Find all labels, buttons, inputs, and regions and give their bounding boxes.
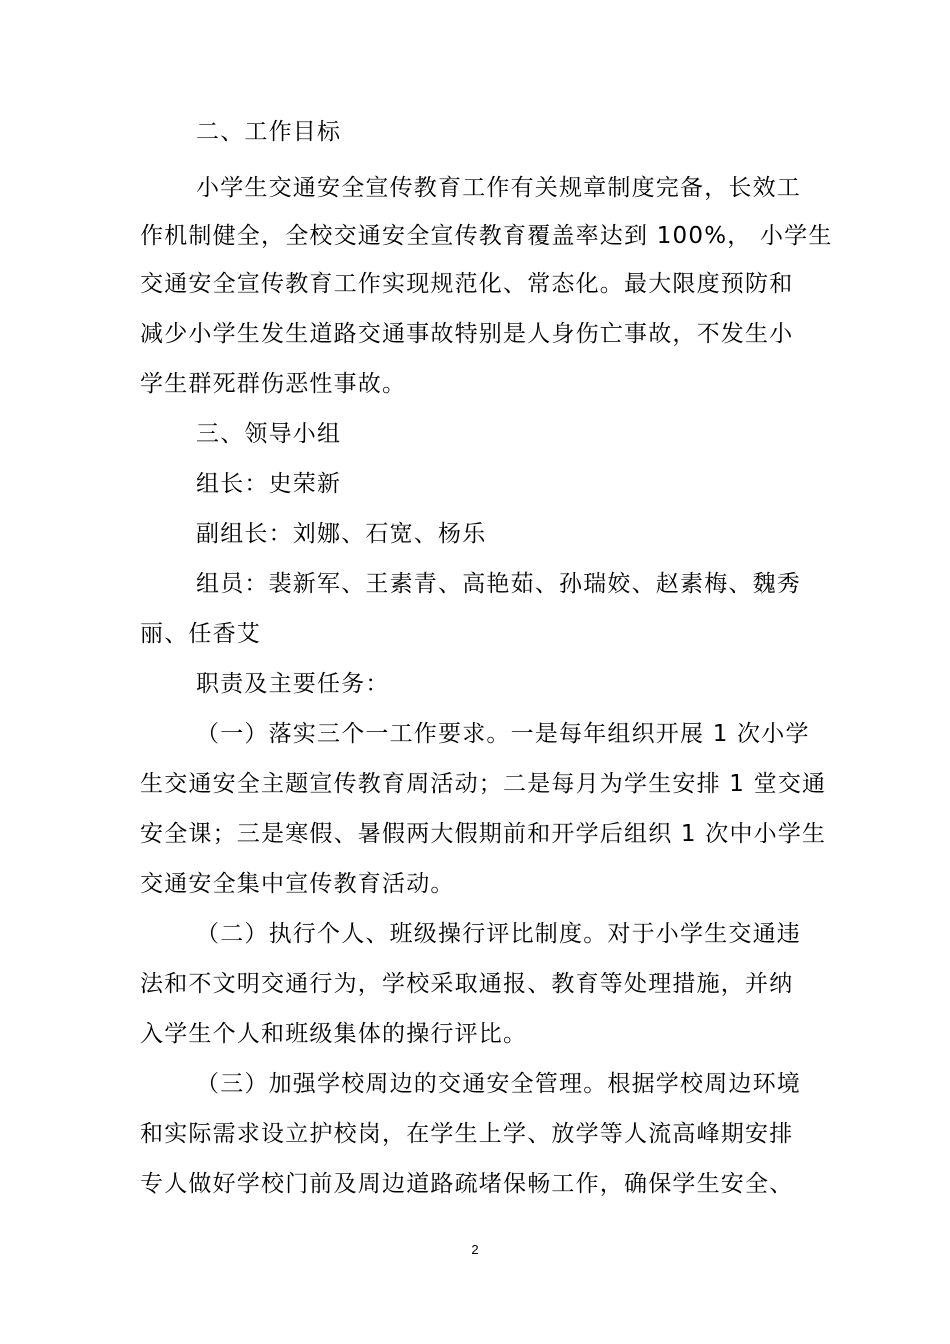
task-1-line: （一）落实三个一工作要求。一是每年组织开展 1 次小学 (196, 721, 810, 747)
deputy-leaders: 副组长：刘娜、石宽、杨乐 (196, 521, 487, 547)
page-number: 2 (471, 1242, 479, 1257)
task-1-line: 交通安全集中宣传教育活动。 (140, 871, 455, 897)
task-3-line: 专人做好学校门前及周边道路疏堵保畅工作，确保学生安全、 (140, 1171, 794, 1197)
section-heading-leadership-group: 三、领导小组 (196, 421, 342, 447)
task-2-line: （二）执行个人、班级操行评比制度。对于小学生交通违 (196, 921, 801, 947)
paragraph-line: 减少小学生发生道路交通事故特别是人身伤亡事故，不发生小 (140, 321, 794, 347)
task-1-line: 安全课；三是寒假、暑假两大假期前和开学后组织 1 次中小学生 (140, 821, 827, 847)
group-members: 组员：裴新军、王素青、高艳茹、孙瑞姣、赵素梅、魏秀 (196, 571, 801, 597)
task-2-line: 法和不文明交通行为，学校采取通报、教育等处理措施，并纳 (140, 971, 794, 997)
task-3-line: 和实际需求设立护校岗，在学生上学、放学等人流高峰期安排 (140, 1121, 794, 1147)
paragraph-line: 学生群死群伤恶性事故。 (140, 371, 407, 397)
section-heading-work-goals: 二、工作目标 (196, 119, 342, 145)
paragraph-line: 小学生交通安全宣传教育工作有关规章制度完备，长效工 (196, 175, 801, 201)
group-leader: 组长：史荣新 (196, 471, 342, 497)
paragraph-line: 作机制健全，全校交通安全宣传教育覆盖率达到 100%， 小学生 (140, 223, 833, 249)
task-1-line: 生交通安全主题宣传教育周活动；二是每月为学生安排 1 堂交通 (140, 771, 827, 797)
paragraph-line: 交通安全宣传教育工作实现规范化、常态化。最大限度预防和 (140, 271, 794, 297)
task-3-line: （三）加强学校周边的交通安全管理。根据学校周边环境 (196, 1071, 801, 1097)
duties-heading: 职责及主要任务： (196, 671, 390, 697)
group-members-continued: 丽、任香艾 (140, 621, 261, 647)
task-2-line: 入学生个人和班级集体的操行评比。 (140, 1021, 528, 1047)
